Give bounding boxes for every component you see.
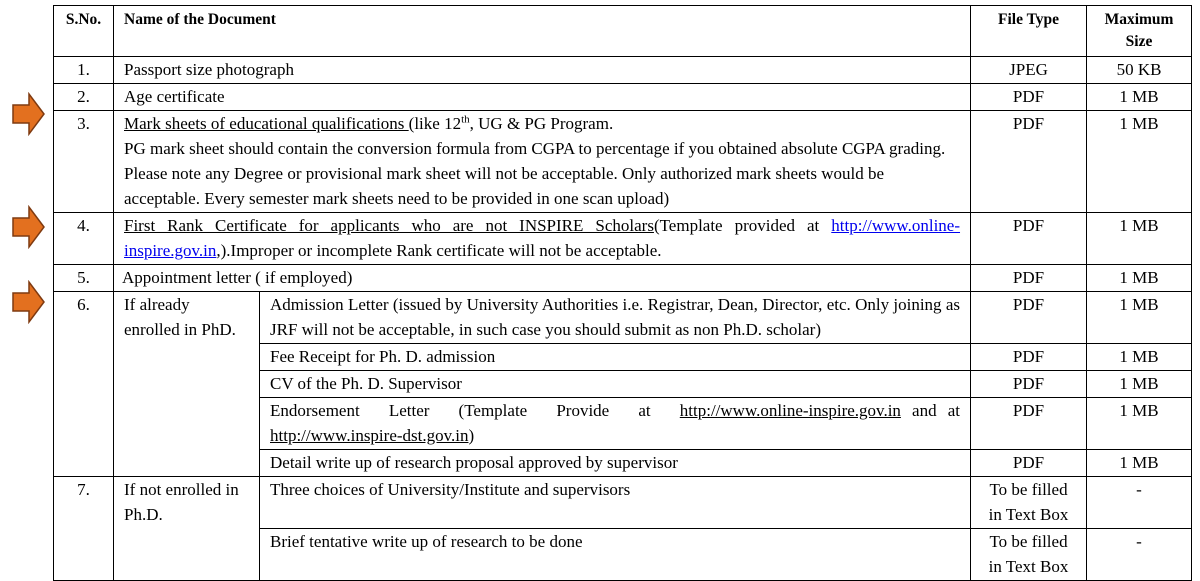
- document-name: Admission Letter (issued by University Authorities i.e. Registrar, Dean, Director, etc. Only joining as JRF will not be acceptable, in such case you should submit as non Ph.D. scholar): [260, 292, 971, 344]
- document-name: Detail write up of research proposal approved by supervisor: [260, 450, 971, 477]
- file-type: PDF: [971, 371, 1087, 398]
- file-type: PDF: [971, 344, 1087, 371]
- row-sno: 1.: [54, 57, 114, 84]
- file-type: PDF: [971, 450, 1087, 477]
- document-name: Fee Receipt for Ph. D. admission: [260, 344, 971, 371]
- document-name: [260, 398, 971, 450]
- document-note: ,).Improper or incomplete Rank certificate will not be acceptable.: [216, 241, 662, 260]
- max-size: 1 MB: [1087, 398, 1192, 450]
- file-type: PDF: [971, 111, 1087, 213]
- row-sno: 2.: [54, 84, 114, 111]
- document-name: Passport size photograph: [114, 57, 971, 84]
- row-sno: 7.: [54, 477, 114, 581]
- file-type: PDF: [971, 265, 1087, 292]
- group-label: If not enrolled in Ph.D.: [114, 477, 260, 581]
- document-name: [114, 213, 971, 265]
- header-file-type: File Type: [971, 6, 1087, 57]
- table-row: [54, 265, 1192, 292]
- document-name: [114, 111, 971, 213]
- row-sno: 4.: [54, 213, 114, 265]
- file-type: PDF: [971, 398, 1087, 450]
- max-size: 1 MB: [1087, 371, 1192, 398]
- row-sno: 6.: [54, 292, 114, 477]
- arrow-right-icon: [12, 205, 46, 249]
- max-size: 1 MB: [1087, 265, 1192, 292]
- max-size: 1 MB: [1087, 450, 1192, 477]
- document-name: Brief tentative write up of research to be done: [260, 529, 971, 581]
- arrow-right-icon: [12, 280, 46, 324]
- max-size: 1 MB: [1087, 292, 1192, 344]
- file-type: To be filled in Text Box: [971, 529, 1087, 581]
- document-title-underlined: First Rank Certificate for applicants who are not INSPIRE Scholars: [124, 216, 654, 235]
- file-type: JPEG: [971, 57, 1087, 84]
- max-size: 1 MB: [1087, 344, 1192, 371]
- header-name: Name of the Document: [114, 6, 971, 57]
- max-size: 50 KB: [1087, 57, 1192, 84]
- row-sno: 5.: [54, 265, 114, 292]
- max-size: 1 MB: [1087, 84, 1192, 111]
- document-name: CV of the Ph. D. Supervisor: [260, 371, 971, 398]
- document-name: Appointment letter ( if employed): [114, 265, 971, 292]
- file-type: PDF: [971, 213, 1087, 265]
- document-title-rest: , UG & PG Program.: [469, 114, 614, 133]
- file-type: PDF: [971, 84, 1087, 111]
- online-inspire-link[interactable]: http://www.online-inspire.gov.in: [124, 216, 961, 260]
- document-name: Three choices of University/Institute and supervisors: [260, 477, 971, 529]
- max-size: 1 MB: [1087, 213, 1192, 265]
- documents-table: [53, 5, 1192, 581]
- superscript: th: [461, 113, 470, 126]
- max-size: -: [1087, 529, 1192, 581]
- table-row: [54, 292, 1192, 344]
- table-row: [54, 84, 1192, 111]
- max-size: 1 MB: [1087, 111, 1192, 213]
- document-title: and at: [900, 401, 961, 420]
- header-max-size: Maximum Size: [1087, 6, 1192, 57]
- document-title: ): [468, 426, 475, 445]
- file-type: PDF: [971, 292, 1087, 344]
- document-note: PG mark sheet should contain the conversion formula from CGPA to percentage if you obtained absolute CGPA grading. Please note any Degree or provisional mark sheet will not be acceptable. Only authorized mark sheets would be acceptable. Every semester mark sheets need to be provided in one scan upload): [124, 139, 946, 208]
- document-title: Endorsement Letter (Template Provide at: [270, 401, 680, 420]
- row-sno: 3.: [54, 111, 114, 213]
- online-inspire-link[interactable]: http://www.online-inspire.gov.in: [679, 401, 901, 420]
- table-row: [54, 213, 1192, 265]
- header-sno: S.No.: [54, 6, 114, 57]
- file-type: To be filled in Text Box: [971, 477, 1087, 529]
- document-title-rest: (Template provided at: [653, 216, 832, 235]
- table-row: [54, 477, 1192, 529]
- inspire-dst-link[interactable]: http://www.inspire-dst.gov.in: [270, 426, 469, 445]
- document-title-underlined: Mark sheets of educational qualifications: [124, 114, 409, 133]
- group-label: If already enrolled in PhD.: [114, 292, 260, 477]
- document-title-rest: (like 12: [408, 114, 462, 133]
- max-size: -: [1087, 477, 1192, 529]
- arrow-right-icon: [12, 92, 46, 136]
- header-row: [54, 6, 1192, 57]
- table-row: [54, 111, 1192, 213]
- table-row: [54, 57, 1192, 84]
- document-name: Age certificate: [114, 84, 971, 111]
